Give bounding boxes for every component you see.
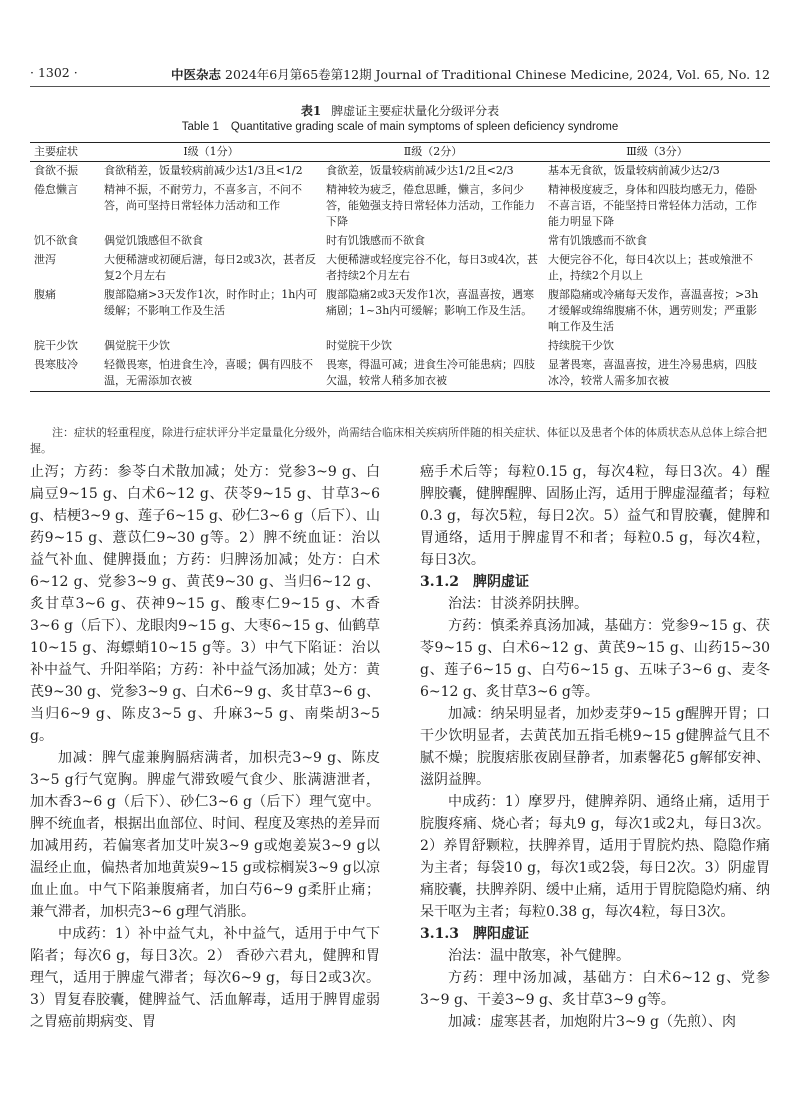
- journal-citation: [171, 65, 770, 83]
- table-row: [30, 337, 770, 356]
- table-row: [30, 232, 770, 251]
- symptom-cell: 食欲不振: [34, 164, 78, 177]
- symptom-grading-table: [30, 142, 770, 392]
- grade-2-cell: 大便稀溏或轻度完谷不化，每日3或4次，甚者持续2个月左右: [326, 253, 538, 282]
- body-paragraph: 治法：甘淡养阴扶脾。: [448, 596, 588, 612]
- table-row: [30, 251, 770, 286]
- running-header: [30, 65, 770, 85]
- body-paragraph: 止泻；方药：参苓白术散加减；处方：党参3~9 g、白扁豆9~15 g、白术6~12 g、茯苓9~15 g、甘草3~6 g、桔梗3~9 g、莲子6~15 g、砂仁3~6 g（后下）、山药9~15 g、薏苡仁9~30 g等。2）脾不统血证：治以益气补血、健脾摄血；方药：归脾汤加减；处方：白术6~12 g、党参3~9 g、黄芪9~30 g、当归6~12 g、炙甘草3~6 g、茯神9~15 g、酸枣仁9~15 g、木香3~6 g（后下）、龙眼肉9~15 g、大枣6~15 g、仙鹤草10~15 g、海螵蛸10~15 g等。3）中气下陷证：治以补中益气、升阳举陷；方药：补中益气汤加减；处方：黄芪9~30 g、党参3~9 g、白术6~9 g、炙甘草3~6 g、当归6~9 g、陈皮3~5 g、升麻3~5 g、南柴胡3~5 g。: [30, 464, 380, 744]
- table-caption-cn: [0, 102, 800, 119]
- grade-2-cell: 精神较为疲乏，倦怠思睡，懒言，多问少答，能勉强支持日常轻体力活动，工作能力下降: [326, 183, 535, 228]
- grade-2-cell: 食欲差，饭量较病前减少达1/2且<2/3: [326, 164, 514, 177]
- table-row: [30, 181, 770, 232]
- grade-1-cell: 偶觉饥饿感但不欲食: [104, 234, 203, 247]
- grade-3-cell: 大便完谷不化，每日4次以上；甚或飧泄不止，持续2个月以上: [548, 253, 753, 282]
- header-grade-2: Ⅱ级（2分）: [322, 143, 544, 162]
- body-paragraph: 中成药：1）补中益气丸，补中益气，适用于中气下陷者；每次6 g，每日3次。2） 香砂六君丸，健脾和胃理气，适用于脾虚气滞者；每次6~9 g，每日2或3次。3）胃复春胶囊，健脾益气、活血解毒，适用于脾胃虚弱之胃癌前期病变、胃: [30, 926, 380, 1030]
- table-title-en: Quantitative grading scale of main symptoms of spleen deficiency syndrome: [230, 121, 619, 133]
- body-paragraph: 加减：纳呆明显者，加炒麦芽9~15 g醒脾开胃；口干少饮明显者，去黄芪加五指毛桃9~15 g健脾益气且不腻不燥；脘腹痞胀夜剧昼静者，加素馨花5 g解郁安神、滋阴益脾。: [420, 706, 770, 788]
- grade-3-cell: 持续脘干少饮: [548, 339, 614, 352]
- symptom-cell: 脘干少饮: [34, 339, 78, 352]
- symptom-cell: 泄泻: [34, 253, 56, 266]
- table-row: [30, 356, 770, 392]
- table-header-row: [30, 143, 770, 162]
- table-row: [30, 286, 770, 337]
- grade-2-cell: 腹部隐痛2或3天发作1次，喜温喜按，遇寒痛剧；1~3h内可缓解；影响工作及生活。: [326, 288, 534, 317]
- header-rule: [30, 86, 770, 87]
- grade-1-cell: 偶觉脘干少饮: [104, 339, 170, 352]
- section-heading: 3.1.3 脾阳虚证: [420, 926, 529, 942]
- table-row: [30, 162, 770, 182]
- grade-2-cell: 时有饥饿感而不欲食: [326, 234, 425, 247]
- body-paragraph: 加减：虚寒甚者，加炮附片3~9 g（先煎）、肉: [448, 1014, 736, 1030]
- grade-3-cell: 常有饥饿感而不欲食: [548, 234, 647, 247]
- header-main-symptom: 主要症状: [30, 143, 100, 162]
- table-label-en: Table 1: [181, 121, 219, 133]
- page-number: · 1302 ·: [30, 65, 78, 80]
- symptom-cell: 畏寒肢冷: [30, 356, 100, 392]
- grade-3-cell: 显著畏寒，喜温喜按，进生冷易患病，四肢冰冷，较常人需多加衣被: [544, 356, 770, 392]
- header-grade-3: Ⅲ级（3分）: [544, 143, 770, 162]
- body-column-left: [30, 461, 380, 1033]
- symptom-cell: 腹痛: [34, 288, 56, 301]
- grade-3-cell: 基本无食欲，饭量较病前减少达2/3: [548, 164, 720, 177]
- body-paragraph: 方药：慎柔养真汤加减，基础方：党参9~15 g、茯苓9~15 g、白术6~12 g、黄芪9~15 g、山药15~30 g、莲子6~15 g、白芍6~15 g、五味子3~6 g、麦冬6~12 g、炙甘草3~6 g等。: [420, 618, 770, 700]
- body-paragraph: 方药：理中汤加减，基础方：白术6~12 g、党参3~9 g、干姜3~9 g、炙甘草3~9 g等。: [420, 970, 770, 1008]
- header-grade-1: Ⅰ级（1分）: [100, 143, 322, 162]
- grade-2-cell: 时觉脘干少饮: [326, 339, 392, 352]
- journal-issue-info: 2024年6月第65卷第12期 Journal of Traditional Chinese Medicine, 2024, Vol. 65, No. 12: [225, 67, 770, 82]
- section-heading: 3.1.2 脾阴虚证: [420, 574, 529, 590]
- grade-3-cell: 精神极度疲乏，身体和四肢均感无力，倦卧不喜言语，不能坚持日常轻体力活动，工作能力明显下降: [548, 183, 757, 228]
- body-paragraph: 加减：脾气虚兼胸膈痞满者，加枳壳3~9 g、陈皮3~5 g行气宽胸。脾虚气滞致嗳气食少、胀满溏泄者，加木香3~6 g（后下）、砂仁3~6 g（后下）理气宽中。脾不统血者，根据出血部位、时间、程度及寒热的差异而加减用药，若偏寒者加艾叶炭3~9 g或炮姜炭3~9 g以温经止血，偏热者加地黄炭9~15 g或棕榈炭3~9 g以凉血止血。中气下陷兼腹痛者，加白芍6~9 g柔肝止痛；兼气滞者，加枳壳3~6 g理气消胀。: [30, 750, 380, 920]
- body-paragraph: 治法：温中散寒，补气健脾。: [448, 948, 630, 964]
- table-label-cn: 表1: [300, 104, 322, 118]
- grade-1-cell: 大便稀溏或初硬后溏，每日2或3次，甚者反复2个月左右: [104, 253, 316, 282]
- table-caption-en: [0, 121, 800, 133]
- grade-1-cell: 腹部隐痛>3天发作1次，时作时止；1h内可缓解；不影响工作及生活: [104, 288, 318, 317]
- body-paragraph: 中成药：1）摩罗丹，健脾养阴、通络止痛，适用于脘腹疼痛、烧心者；每丸9 g，每次1或2丸，每日3次。2）养胃舒颗粒，扶脾养胃，适用于胃脘灼热、隐隐作痛为主者；每袋10 g，每次1或2袋，每日2次。3）阴虚胃痛胶囊，扶脾养阴、缓中止痛，适用于胃脘隐隐灼痛、纳呆干呕为主者；每粒0.38 g，每次4粒，每日3次。: [420, 794, 770, 920]
- body-column-right: [420, 461, 770, 1033]
- symptom-cell: 倦怠懒言: [34, 183, 78, 196]
- symptom-cell: 饥不欲食: [34, 234, 78, 247]
- table-footnote: 注：症状的轻重程度，除进行症状评分半定量量化分级外，尚需结合临床相关疾病所伴随的相关症状、体征以及患者个体的体质状态从总体上综合把握。: [30, 426, 767, 455]
- grade-3-cell: 腹部隐痛或冷痛每天发作，喜温喜按；>3h才缓解或绵绵腹痛不休，遇劳则发；严重影响工作及生活: [548, 288, 759, 333]
- grade-1-cell: 轻微畏寒，怕进食生冷，喜暖；偶有四肢不温，无需添加衣被: [100, 356, 322, 392]
- body-paragraph: 癌手术后等；每粒0.15 g，每次4粒，每日3次。4）醒脾胶囊，健脾醒脾、固肠止泻，适用于脾虚湿蕴者；每粒0.3 g，每次5粒，每日2次。5）益气和胃胶囊，健脾和胃通络，适用于脾虚胃不和者；每粒0.5 g，每次4粒，每日3次。: [420, 464, 770, 568]
- grade-1-cell: 食欲稍差，饭量较病前减少达1/3且<1/2: [104, 164, 303, 177]
- journal-name-cn: 中医杂志: [170, 67, 221, 82]
- table-title-cn: 脾虚证主要症状量化分级评分表: [331, 104, 500, 118]
- grade-2-cell: 畏寒，得温可减；进食生冷可能患病；四肢欠温，较常人稍多加衣被: [322, 356, 544, 392]
- grade-1-cell: 精神不振，不耐劳力，不喜多言，不问不答，尚可坚持日常轻体力活动和工作: [104, 183, 302, 212]
